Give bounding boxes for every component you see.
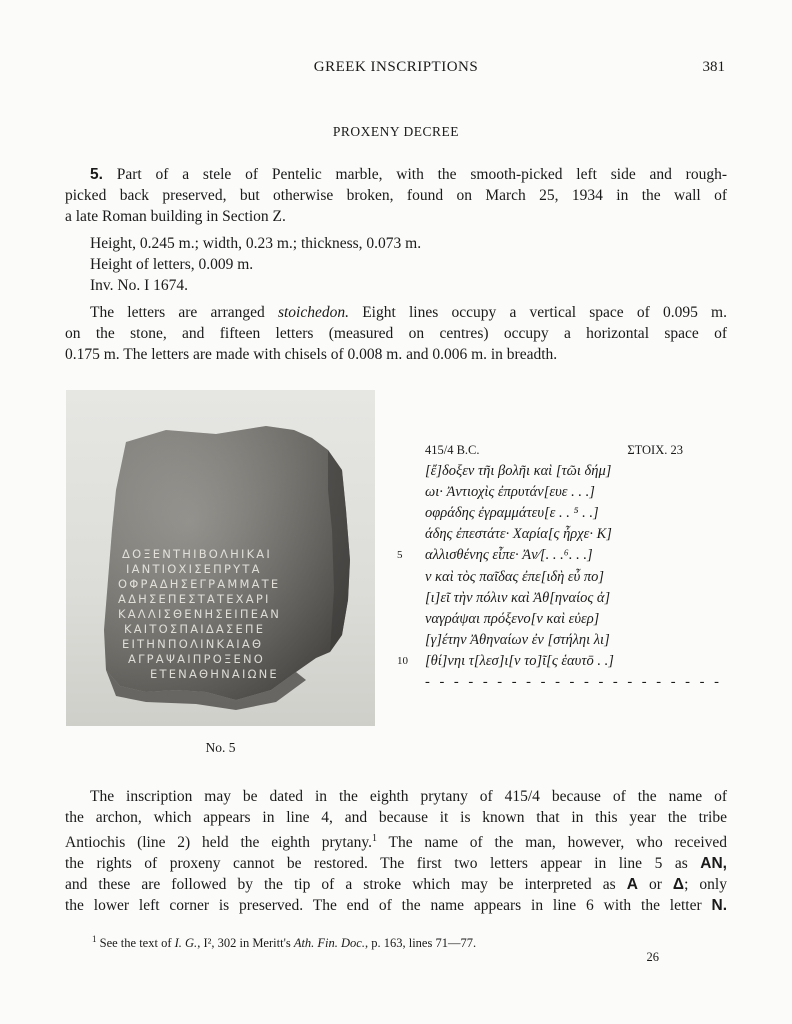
letters-line-2: on the stone, and fifteen letters (measured on centres) occupy a horizontal space of	[65, 325, 727, 342]
signature-mark: 26	[646, 950, 659, 964]
line-number: 10	[397, 654, 408, 667]
stone-line: ΕΙΤΗΝΠΟΛΙΝΚΑΙΑΘ	[122, 637, 264, 651]
transcription-line: ν καὶ τὸς παῖδας ἐπε[ιδὴ εὖ πο]	[425, 568, 605, 585]
transcription-line: ναγράψαι πρόξενο[ν καὶ εὐερ]	[425, 610, 600, 627]
transcription-line: άδης ἐπεστάτε· Χαρία[ς ἦρχε· Κ]	[425, 526, 612, 543]
letters-line-3: 0.175 m. The letters are made with chisels of 0.008 m. and 0.006 m. in breadth.	[65, 346, 558, 363]
stele-stone-image	[66, 390, 375, 726]
footnote-reference: 1	[372, 833, 377, 844]
transcription-line: 10 [θί]νηι τ[λεσ]ι[ν το]ῖ[ς ἑαυτō . .]	[425, 651, 722, 672]
transcription-lines	[397, 461, 722, 693]
transcription-line: οφράδης ἐγραμμάτευ[ε . . ⁵ . .]	[425, 505, 599, 522]
running-header: GREEK INSCRIPTIONS	[313, 59, 479, 75]
stone-line: ΚΑΛΛΙΣΘΕΝΗΣΕΙΠΕΑΝ	[118, 607, 282, 621]
intro-line-2: picked back preserved, but otherwise broken, found on March 25, 1934 in the wall of	[65, 187, 727, 204]
figure-caption: No. 5	[205, 740, 236, 755]
stoichedon-label: ΣΤΟΙΧ. 23	[627, 443, 683, 457]
transcription-line: 5 αλλισθένης εἶπε· Ἀν⁄[. . .⁶. . .]	[425, 545, 722, 566]
transcription-line: - - - - - - - - - - - - - - - - - - - - -	[425, 674, 722, 691]
discussion-line: and these are followed by the tip of a stroke which may be interpreted as A or Δ; only	[65, 876, 727, 894]
greek-transcription	[397, 440, 722, 693]
intro-line-3: a late Roman building in Section Z.	[65, 208, 286, 225]
discussion-line: the archon, which appears in line 4, and because it is known that in this year the tribe	[65, 809, 727, 826]
transcription-line: [ι]εῖ τὴν πόλιν καὶ Ἀθ[ηναίος ἀ]	[425, 589, 611, 606]
stone-line: ΑΔΗΣΕΠΕΣΤΑΤΕΧΑΡΙ	[118, 592, 271, 606]
transcription-line: [γ]έτην Ἀθηναίων ἐν [στήληι λι]	[425, 631, 610, 648]
spec-inventory: Inv. No. I 1674.	[90, 277, 189, 294]
discussion-line: The inscription may be dated in the eighth prytany of 415/4 because of the name of	[90, 788, 727, 805]
transcription-date: 415/4 B.C.	[425, 443, 480, 457]
stone-line: ΑΓΡΑΨΑΙΠΡΟΞΕΝΟ	[128, 652, 266, 666]
stoichedon-term: stoichedon.	[277, 304, 349, 321]
discussion-line: the rights of proxeny cannot be restored. The first two letters appear in line 5 as AN,	[65, 855, 727, 873]
transcription-line: ωι· Ἀντιοχὶς ἐπρυτάν[ευε . . .]	[425, 484, 595, 501]
intro-paragraph	[65, 164, 727, 227]
transcription-line: [ἔ]δοξεν τῆι βολῆι καὶ [τῶι δήμ]	[425, 463, 612, 480]
page-number: 381	[702, 59, 725, 75]
stone-line: ΕΤΕΝΑΘΗΝΑΙΩΝΕ	[150, 667, 279, 681]
stone-line: ΟΦΡΑΔΗΣΕΓΡΑΜΜΑΤΕ	[118, 577, 281, 591]
stone-line: ΚΑΙΤΟΣΠΑΙΔΑΣΕΠΕ	[124, 622, 266, 636]
letters-line-1: The letters are arranged stoichedon. Eight lines occupy a vertical space of 0.095 m.	[90, 304, 727, 321]
line-number: 5	[397, 549, 403, 562]
footnote: $^1$ See the text of I. G., I², 302 in Meritt's Ath. Fin. Doc., p. 163, lines 71—77.	[92, 934, 477, 951]
discussion-line: the lower left corner is preserved. The end of the name appears in line 6 with the letter N.	[65, 897, 727, 915]
stone-inscription-lines	[118, 547, 281, 681]
section-title: PROXENY DECREE	[332, 124, 460, 139]
stele-photograph	[66, 390, 375, 726]
intro-line-1: 5. Part of a stele of Pentelic marble, with the smooth-picked left side and rough-	[90, 166, 728, 183]
stone-line: ΔΟΞΕΝΤΗΙΒΟΛΗΙΚΑΙ	[122, 547, 272, 561]
transcription-header	[425, 440, 683, 461]
spec-letter-height: Height of letters, 0.009 m.	[90, 256, 254, 273]
letters-paragraph	[65, 302, 727, 365]
discussion-line: Antiochis (line 2) held the eighth prytany.$^1$ The name of the man, however, who received	[65, 833, 728, 852]
discussion-paragraph	[65, 786, 727, 916]
spec-dimensions: Height, 0.245 m.; width, 0.23 m.; thickness, 0.073 m.	[90, 235, 422, 252]
stone-line: ΙΑΝΤΙΟΧΙΣΕΠΡΥΤΑ	[126, 562, 262, 576]
entry-number: 5.	[90, 166, 103, 183]
